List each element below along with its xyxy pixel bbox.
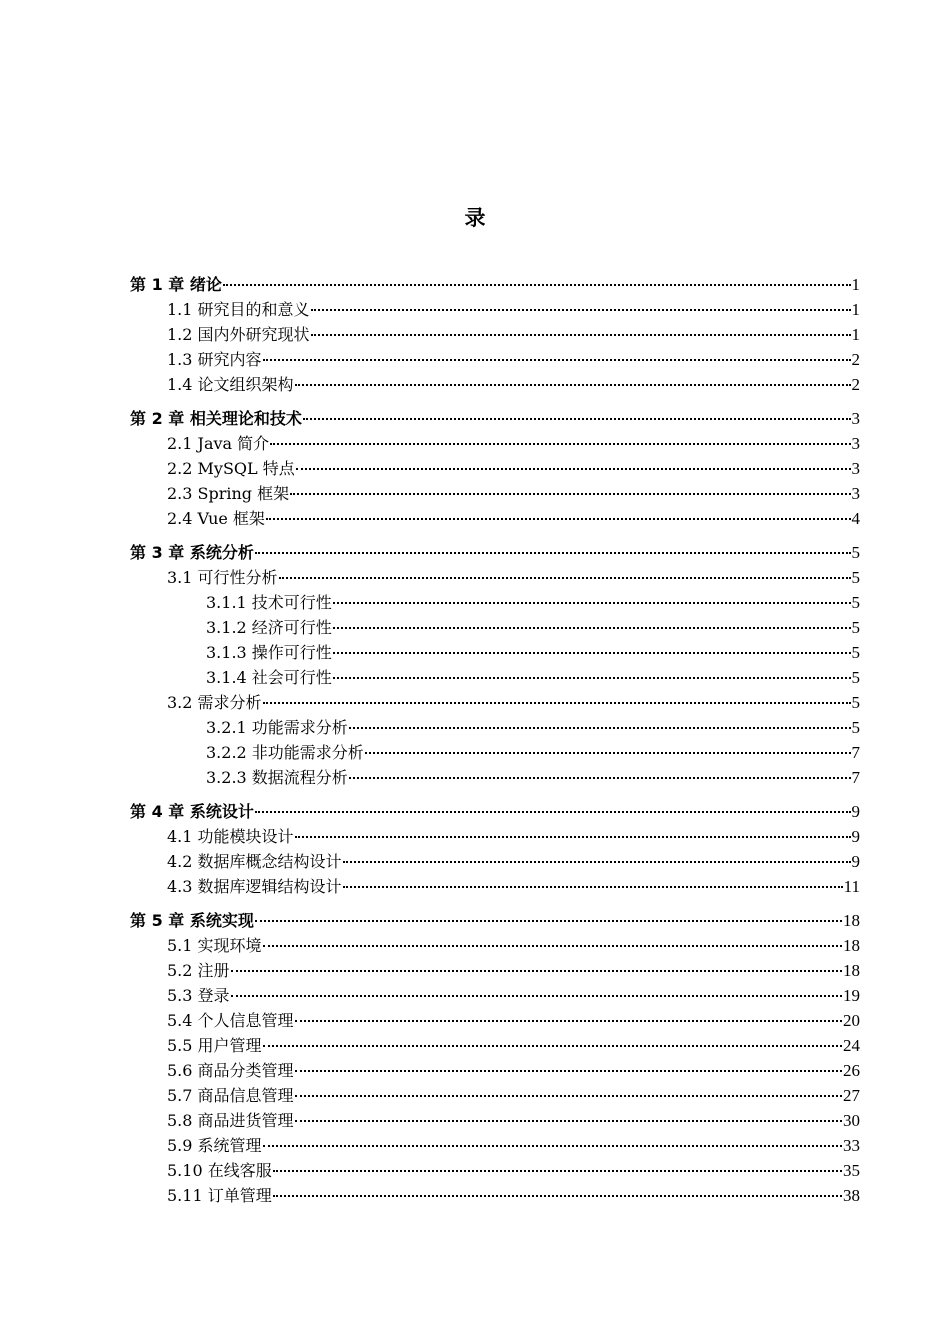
toc-page-number: 3 [851,434,860,453]
toc-entry-label: 5.7 商品信息管理 [167,1086,294,1105]
toc-dot-leader [290,493,850,495]
toc-section-entry[interactable] [130,297,860,322]
toc-entry-label: 5.4 个人信息管理 [167,1011,294,1030]
toc-section-entry[interactable] [130,1108,860,1133]
toc-chapter-entry[interactable] [130,540,860,565]
toc-section-entry[interactable] [130,849,860,874]
toc-page-number: 20 [843,1011,860,1030]
toc-chapter-group [130,908,860,1208]
toc-page-number: 18 [843,961,860,980]
toc-subsection-entry[interactable] [130,590,860,615]
toc-entry-label: 5.2 注册 [167,961,230,980]
toc-section-entry[interactable] [130,874,860,899]
toc-entry-label: 5.10 在线客服 [167,1161,272,1180]
toc-entry-label: 4.1 功能模块设计 [167,827,294,846]
toc-subsection-entry[interactable] [130,740,860,765]
toc-subsection-entry[interactable] [130,640,860,665]
toc-page-number: 18 [843,911,860,930]
toc-entry-label: 5.5 用户管理 [167,1036,262,1055]
toc-page-number: 5 [851,693,860,712]
toc-page-number: 5 [851,568,860,587]
toc-dot-leader [295,1070,842,1072]
toc-entry-label: 3.1.3 操作可行性 [206,643,332,662]
toc-dot-leader [263,945,842,947]
toc-dot-leader [295,1095,842,1097]
toc-section-entry[interactable] [130,481,860,506]
toc-section-entry[interactable] [130,1033,860,1058]
toc-page-number: 1 [851,325,860,344]
toc-entry-label: 1.1 研究目的和意义 [167,300,310,319]
toc-dot-leader [343,861,851,863]
toc-page-number: 27 [843,1086,860,1105]
toc-dot-leader [311,334,851,336]
toc-section-entry[interactable] [130,456,860,481]
toc-entry-label: 2.1 Java 简介 [167,434,270,453]
toc-page-number: 19 [843,986,860,1005]
toc-section-entry[interactable] [130,506,860,531]
toc-entry-label: 1.4 论文组织架构 [167,375,294,394]
toc-entry-label: 3.2 需求分析 [167,693,262,712]
toc-page-number: 33 [843,1136,860,1155]
toc-chapter-entry[interactable] [130,799,860,824]
toc-entry-label: 5.8 商品进货管理 [167,1111,294,1130]
toc-page-number: 7 [851,743,860,762]
toc-dot-leader [295,1120,842,1122]
toc-entry-label: 3.1.4 社会可行性 [206,668,332,687]
toc-section-entry[interactable] [130,347,860,372]
toc-page-number: 1 [851,275,860,294]
toc-dot-leader [263,1045,842,1047]
toc-dot-leader [255,920,842,922]
toc-chapter-group [130,540,860,790]
toc-entry-label: 2.3 Spring 框架 [167,484,290,503]
toc-chapter-entry[interactable] [130,406,860,431]
toc-entry-label: 5.9 系统管理 [167,1136,262,1155]
toc-section-entry[interactable] [130,933,860,958]
toc-dot-leader [231,995,842,997]
toc-entry-label: 5.1 实现环境 [167,936,262,955]
toc-dot-leader [263,702,851,704]
toc-entry-label: 第 4 章 系统设计 [130,802,254,821]
toc-section-entry[interactable] [130,1008,860,1033]
toc-subsection-entry[interactable] [130,665,860,690]
toc-entry-label: 第 5 章 系统实现 [130,911,254,930]
toc-page-number: 26 [843,1061,860,1080]
toc-entry-label: 第 2 章 相关理论和技术 [130,409,302,428]
toc-dot-leader [263,1145,842,1147]
toc-dot-leader [270,443,850,445]
toc-dot-leader [223,284,851,286]
toc-section-entry[interactable] [130,958,860,983]
toc-chapter-group [130,799,860,899]
toc-entry-label: 5.6 商品分类管理 [167,1061,294,1080]
toc-entry-label: 3.1.1 技术可行性 [206,593,332,612]
toc-entry-label: 1.3 研究内容 [167,350,262,369]
toc-entry-label: 第 3 章 系统分析 [130,543,254,562]
toc-dot-leader [349,727,851,729]
toc-section-entry[interactable] [130,565,860,590]
toc-dot-leader [231,970,842,972]
toc-page-number: 5 [851,643,860,662]
toc-page-number: 35 [843,1161,860,1180]
toc-page-number: 2 [851,350,860,369]
toc-dot-leader [255,552,851,554]
toc-dot-leader [273,1195,842,1197]
toc-entry-label: 2.2 MySQL 特点 [167,459,295,478]
toc-section-entry[interactable] [130,983,860,1008]
toc-page-number: 38 [843,1186,860,1205]
toc-section-entry[interactable] [130,431,860,456]
toc-page-number: 30 [843,1111,860,1130]
toc-page-number: 5 [851,718,860,737]
toc-dot-leader [295,384,851,386]
toc-entry-label: 3.1.2 经济可行性 [206,618,332,637]
toc-page-number: 5 [851,543,860,562]
toc-entry-label: 3.2.2 非功能需求分析 [206,743,364,762]
toc-chapter-entry[interactable] [130,272,860,297]
toc-entry-label: 5.11 订单管理 [167,1186,272,1205]
toc-section-entry[interactable] [130,372,860,397]
toc-section-entry[interactable] [130,690,860,715]
toc-dot-leader [279,577,851,579]
toc-title: 录 [464,206,486,230]
toc-dot-leader [263,359,851,361]
toc-dot-leader [333,677,851,679]
toc-entry-label: 3.2.3 数据流程分析 [206,768,348,787]
toc-entry-label: 5.3 登录 [167,986,230,1005]
toc-section-entry[interactable] [130,1158,860,1183]
toc-entry-label: 3.1 可行性分析 [167,568,278,587]
toc-section-entry[interactable] [130,1133,860,1158]
toc-page-number: 9 [851,852,860,871]
toc-page-number: 4 [851,509,860,528]
toc-dot-leader [273,1170,842,1172]
toc-subsection-entry[interactable] [130,615,860,640]
toc-chapter-entry[interactable] [130,908,860,933]
toc-dot-leader [333,627,851,629]
toc-page-number: 24 [843,1036,860,1055]
toc-entry-label: 1.2 国内外研究现状 [167,325,310,344]
toc-page-number: 2 [851,375,860,394]
toc-page-number: 7 [851,768,860,787]
toc-section-entry[interactable] [130,824,860,849]
table-of-contents [130,272,860,1217]
toc-page-number: 3 [851,459,860,478]
toc-dot-leader [333,602,851,604]
toc-subsection-entry[interactable] [130,715,860,740]
toc-entry-label: 第 1 章 绪论 [130,275,222,294]
toc-page-number: 11 [843,877,860,896]
toc-dot-leader [303,418,851,420]
toc-subsection-entry[interactable] [130,765,860,790]
toc-dot-leader [311,309,851,311]
toc-section-entry[interactable] [130,1183,860,1208]
toc-page-number: 9 [851,802,860,821]
toc-page-number: 5 [851,593,860,612]
toc-dot-leader [295,836,851,838]
toc-page-number: 3 [851,484,860,503]
toc-page-number: 9 [851,827,860,846]
toc-page-number: 3 [851,409,860,428]
toc-entry-label: 3.2.1 功能需求分析 [206,718,348,737]
toc-dot-leader [266,518,851,520]
toc-page-number: 1 [851,300,860,319]
toc-dot-leader [333,652,851,654]
toc-dot-leader [295,1020,842,1022]
toc-chapter-group [130,406,860,531]
toc-dot-leader [255,811,851,813]
toc-dot-leader [349,777,851,779]
toc-page-number: 5 [851,668,860,687]
toc-chapter-group [130,272,860,397]
toc-section-entry[interactable] [130,1083,860,1108]
toc-entry-label: 4.2 数据库概念结构设计 [167,852,342,871]
toc-section-entry[interactable] [130,322,860,347]
toc-dot-leader [343,886,843,888]
toc-page-number: 5 [851,618,860,637]
toc-entry-label: 4.3 数据库逻辑结构设计 [167,877,342,896]
toc-entry-label: 2.4 Vue 框架 [167,509,265,528]
toc-page-number: 18 [843,936,860,955]
toc-dot-leader [296,468,851,470]
toc-section-entry[interactable] [130,1058,860,1083]
toc-dot-leader [365,752,851,754]
